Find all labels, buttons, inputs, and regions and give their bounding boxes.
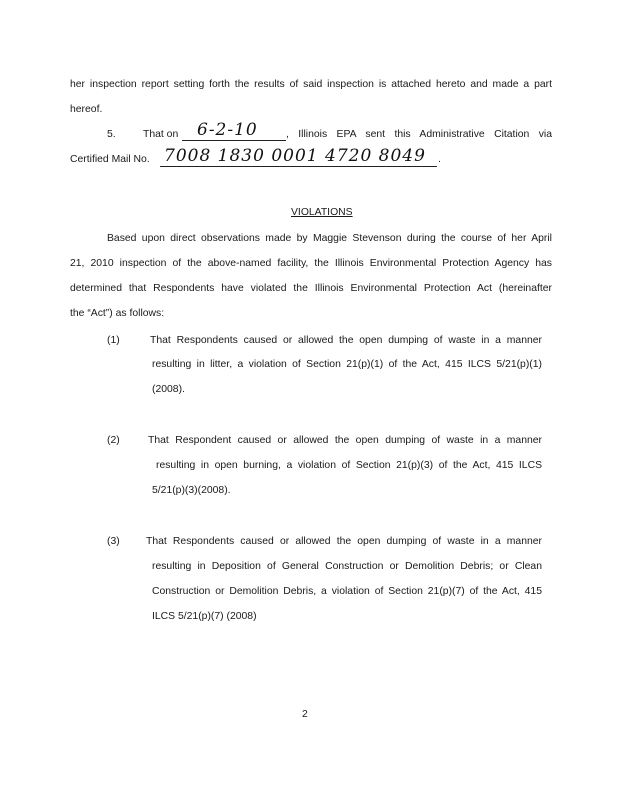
handwritten-mail-number: 7008 1830 0001 4720 8049 bbox=[164, 146, 426, 166]
intro-line-2: hereof. bbox=[70, 104, 103, 115]
violation-3-line-2: resulting in Deposition of General Construction or Demolition Debris; or Clean bbox=[152, 561, 542, 572]
para5-rest-line1: , Illinois EPA sent this Administrative Citation via bbox=[286, 129, 552, 140]
violation-2-number: (2) bbox=[107, 435, 120, 446]
violation-3-line-3: Construction or Demolition Debris, a violation of Section 21(p)(7) of the Act, 415 bbox=[152, 586, 542, 597]
violation-1-number: (1) bbox=[107, 335, 120, 346]
para5-number: 5. bbox=[107, 129, 116, 140]
intro-line-1: her inspection report setting forth the results of said inspection is attached hereto and made a part bbox=[70, 79, 552, 90]
violations-intro-line-1: Based upon direct observations made by Maggie Stevenson during the course of her April bbox=[107, 233, 552, 244]
page-number: 2 bbox=[302, 709, 308, 720]
violations-intro-line-3: determined that Respondents have violated the Illinois Environmental Protection Act (hereinafter bbox=[70, 283, 552, 294]
violation-1-line-1: That Respondents caused or allowed the open dumping of waste in a manner bbox=[150, 335, 542, 346]
violation-3-number: (3) bbox=[107, 536, 120, 547]
violation-2-line-2: resulting in open burning, a violation of Section 21(p)(3) of the Act, 415 ILCS bbox=[156, 460, 542, 471]
para5-that-on: That on bbox=[143, 129, 179, 140]
violation-2-line-1: That Respondent caused or allowed the open dumping of waste in a manner bbox=[148, 435, 542, 446]
violations-intro-line-4: the “Act”) as follows: bbox=[70, 308, 165, 319]
violations-intro-line-2: 21, 2010 inspection of the above-named facility, the Illinois Environmental Protection Agency has bbox=[70, 258, 552, 269]
violation-3-line-4: ILCS 5/21(p)(7) (2008) bbox=[152, 611, 257, 622]
mail-number-period: . bbox=[438, 154, 441, 165]
violation-2-line-3: 5/21(p)(3)(2008). bbox=[152, 485, 231, 496]
date-blank-line bbox=[182, 140, 286, 141]
certified-mail-label: Certified Mail No. bbox=[70, 154, 150, 165]
violation-3-line-1: That Respondents caused or allowed the open dumping of waste in a manner bbox=[146, 536, 542, 547]
violation-1-line-3: (2008). bbox=[152, 384, 185, 395]
violation-1-line-2: resulting in litter, a violation of Section 21(p)(1) of the Act, 415 ILCS 5/21(p)(1) bbox=[152, 359, 542, 370]
violations-heading: VIOLATIONS bbox=[291, 207, 353, 218]
handwritten-date: 6-2-10 bbox=[197, 120, 258, 140]
mail-number-blank-line bbox=[160, 166, 437, 167]
